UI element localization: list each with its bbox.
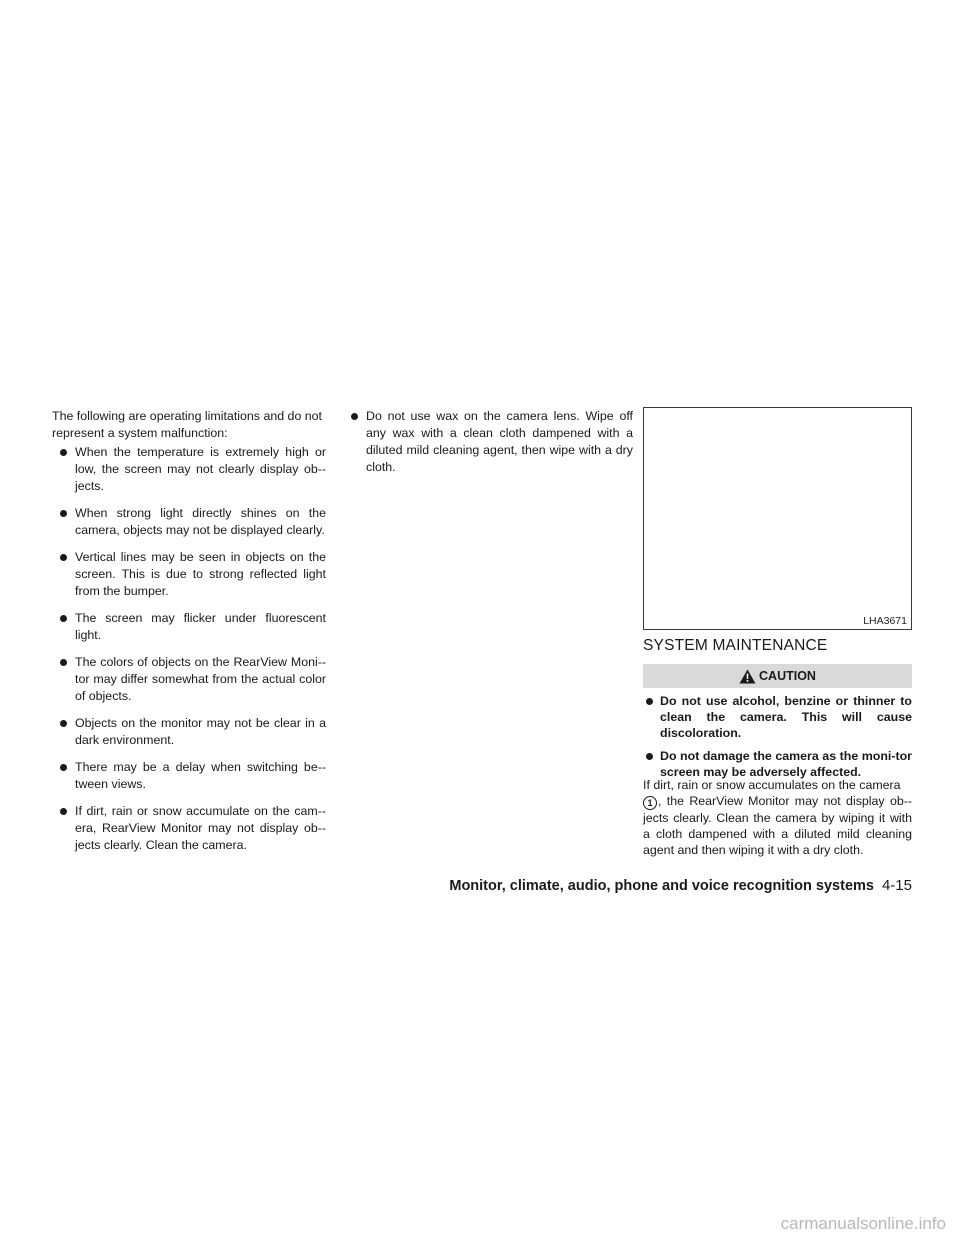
- list-item: If dirt, rain or snow accumulate on the cam-era, RearView Monitor may not display ob-jects clearly. Clean the camera.: [52, 803, 326, 854]
- bullet-icon: [646, 753, 653, 760]
- caution-box: [643, 664, 912, 787]
- bullet-icon: [60, 720, 67, 727]
- caution-header: [643, 664, 912, 688]
- maintenance-paragraph: If dirt, rain or snow accumulates on the camera 1 , the RearView Monitor may not display ob-jects clearly. Clean the camera by wiping it with a cloth dampened with a diluted mild cleaning agent and then wiping it with a dry cloth.: [643, 778, 912, 857]
- callout-number: 1: [643, 796, 657, 810]
- limitations-list: [52, 444, 326, 854]
- warning-icon: [739, 669, 756, 684]
- list-item: When strong light directly shines on the camera, objects may not be displayed clearly.: [52, 505, 326, 539]
- page-number: 4-15: [881, 877, 912, 894]
- camera-illustration: [643, 407, 912, 630]
- list-item: There may be a delay when switching be-tween views.: [52, 759, 326, 793]
- list-item: Vertical lines may be seen in objects on the screen. This is due to strong reflected light from the bumper.: [52, 549, 326, 600]
- wax-list: [349, 408, 633, 476]
- list-item: The colors of objects on the RearView Moni-tor may differ somewhat from the actual color of objects.: [52, 654, 326, 705]
- bullet-icon: [60, 510, 67, 517]
- figure-label: LHA3671: [863, 615, 907, 627]
- left-column: [52, 408, 326, 864]
- bullet-icon: [60, 554, 67, 561]
- caution-label: CAUTION: [759, 669, 816, 683]
- intro-paragraph: The following are operating limitations and do not represent a system malfunction:: [52, 409, 323, 440]
- bullet-icon: [60, 449, 67, 456]
- caution-item: Do not use alcohol, benzine or thinner to clean the camera. This will cause discoloration.: [643, 693, 912, 741]
- footer-section-title: Monitor, climate, audio, phone and voice recognition systems: [449, 878, 874, 894]
- bullet-icon: [646, 698, 653, 705]
- bullet-icon: [60, 615, 67, 622]
- list-item: The screen may flicker under fluorescent light.: [52, 610, 326, 644]
- bullet-icon: [60, 808, 67, 815]
- caution-body: [643, 688, 912, 780]
- bullet-icon: [60, 659, 67, 666]
- list-item: When the temperature is extremely high or low, the screen may not clearly display ob-jects.: [52, 444, 326, 495]
- list-item: Do not use wax on the camera lens. Wipe off any wax with a clean cloth dampened with a diluted mild cleaning agent, then wipe with a dry cloth.: [349, 408, 633, 476]
- middle-column: [349, 408, 633, 486]
- list-item: Objects on the monitor may not be clear in a dark environment.: [52, 715, 326, 749]
- page-footer: [380, 877, 912, 894]
- bullet-icon: [351, 413, 358, 420]
- bullet-icon: [60, 764, 67, 771]
- watermark: carmanualsonline.info: [780, 1214, 946, 1233]
- section-title: SYSTEM MAINTENANCE: [643, 637, 828, 654]
- caution-item: Do not damage the camera as the moni-tor screen may be adversely affected.: [643, 748, 912, 780]
